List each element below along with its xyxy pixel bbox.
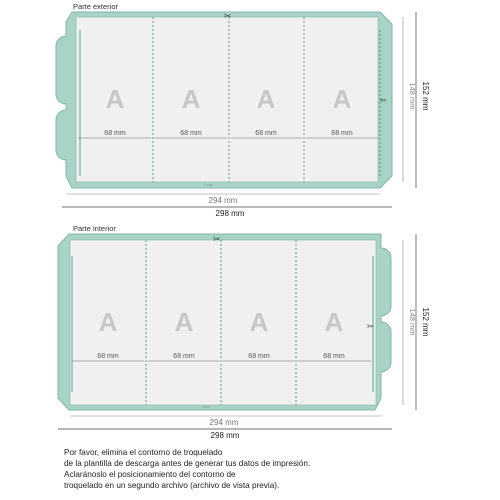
scissors-icon: ✂ [367,322,374,331]
instruction-note [64,447,424,491]
interior-title: Parte interior [73,224,116,233]
outer-height-label: 152 mm [421,307,430,337]
outer-width-label: 298 mm [215,209,245,218]
panel-letter: A [105,84,125,114]
margin-mark: 2 mm [201,405,211,409]
panel-letter: A [256,84,276,114]
inner-width-label: 294 mm [208,196,238,205]
margin-mark: 2 mm [203,183,213,187]
outer-height-label: 152 mm [421,81,430,111]
panel-width-label: 68 mm [323,353,345,360]
inner-height-label: 148 mm [408,82,417,110]
note-line: Por favor, elimina el contorno de troquelado [64,448,223,457]
scissors-icon: ✂ [224,11,232,21]
inner-height-label: 148 mm [408,308,417,336]
interior-template [58,224,430,440]
panel-letter: A [181,84,201,114]
panel-letter: A [324,307,344,337]
panel-width-label: 68 mm [331,130,353,137]
panel-letter: A [332,84,352,114]
note-line: troquelado en un segundo archivo (archivo de vista previa). [64,481,280,490]
scissors-icon: ✂ [213,234,221,244]
outer-width-label: 298 mm [210,431,240,440]
panel-width-label: 68 mm [248,353,270,360]
panel-letter: A [249,307,269,337]
inner-width-label: 294 mm [209,418,239,427]
panel-letter: A [174,307,194,337]
panel-width-label: 68 mm [104,130,126,137]
exterior-template [56,2,430,218]
panel-letter: A [98,307,118,337]
panel-width-label: 68 mm [97,353,119,360]
note-line: de la plantilla de descarga antes de generar tus datos de impresión. [64,459,311,468]
note-line: Aclaránoslo el posicionamiento del contorno de [64,470,236,479]
panel-width-label: 68 mm [180,130,202,137]
panel-width-label: 68 mm [255,130,277,137]
exterior-title: Parte exterior [73,2,119,11]
scissors-icon: ✂ [380,96,387,105]
panel-width-label: 68 mm [173,353,195,360]
